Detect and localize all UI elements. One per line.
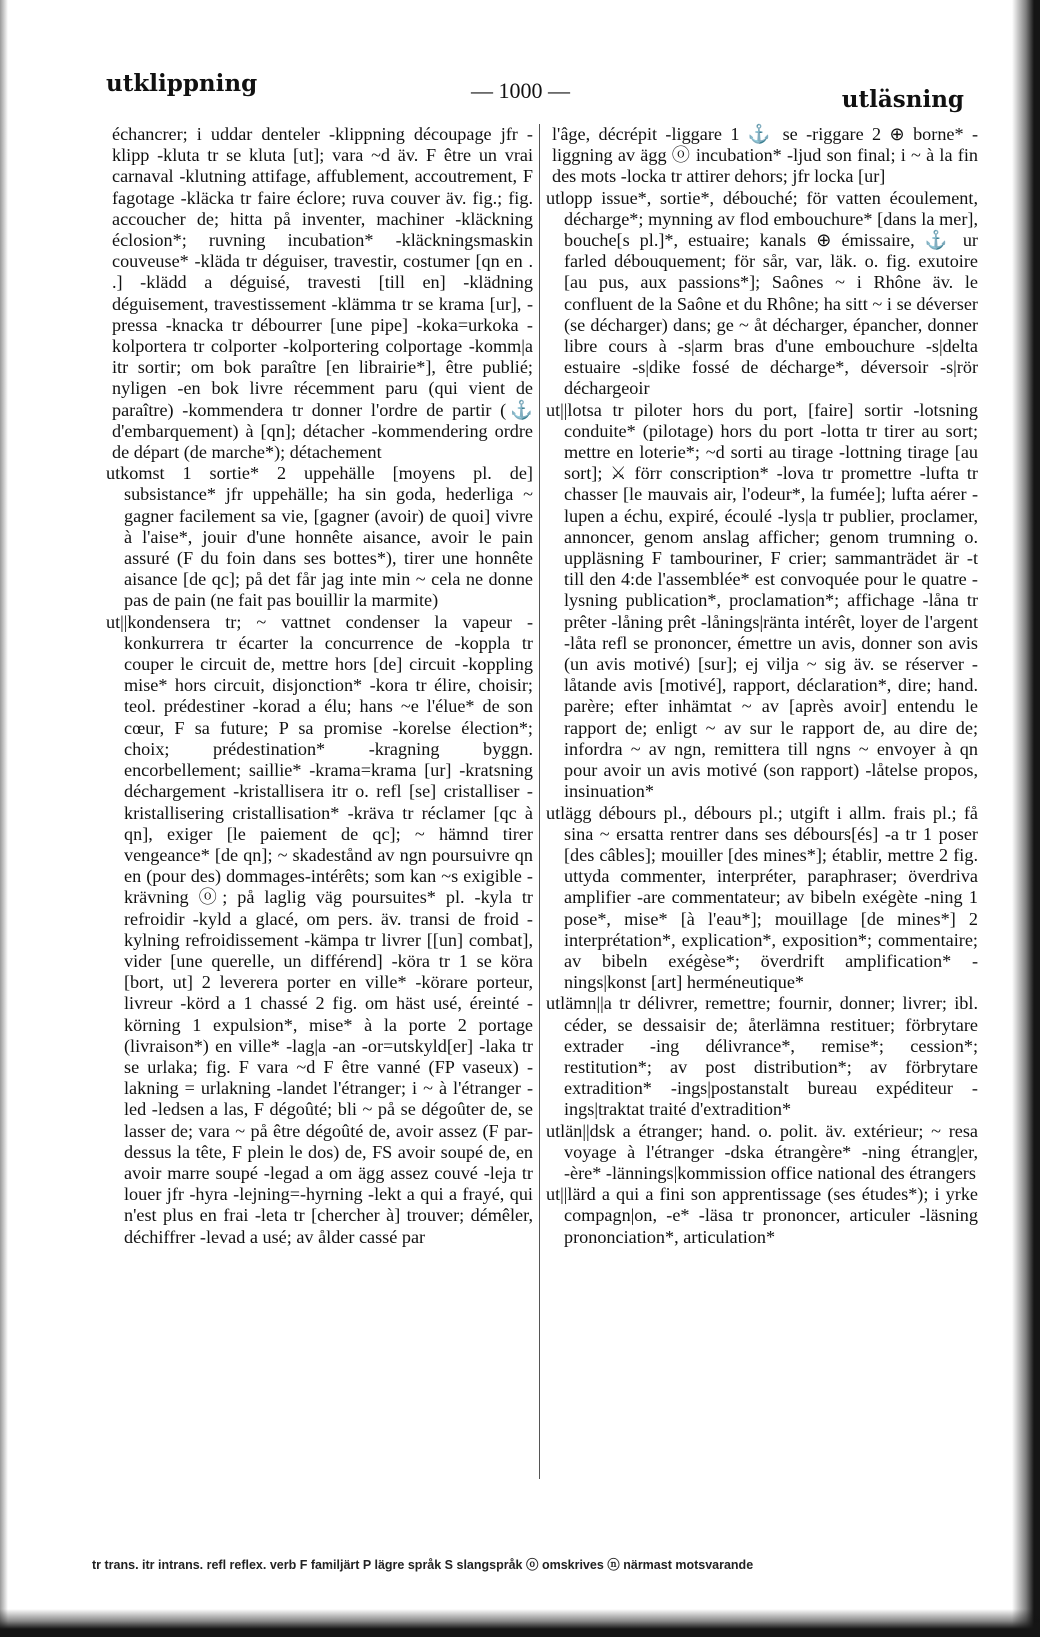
entry-paragraph: ut||lotsa tr piloter hors du port, [faire] sortir -lotsning conduite* (pilotage) hors du port -lotta tr tirer au sort; mettre en loterie*; ~d sorti au tirage -lottning tirage [au sort]; ⚔ förr conscription* -lova tr promettre -lufta tr chasser [le mauvais air, l'odeur*, la fumée]; lufta aérer -lupen a échu, expiré, écoulé -lys|a tr publier, proclamer, annoncer, genom anslag afficher; genom trumning o. uppläsning F tambouriner, F crier; sammanträdet är -t till den 4:de l'assemblée* est convoquée pour le quatre -lysning publication*, proclamation*; affichage -låna tr prêter -låning prêt -lånings|ränta intérêt, loyer de l'argent -låta refl se prononcer, émettre un avis, donner son avis (un avis motivé) [sur]; ej vilja ~ sig äv. se réserver -låtande avis [motivé], rapport, déclaration*, dire; hand. parère; efter inhämtat ~ av [après avoir] entendu le rapport de; enligt ~ av sur le rapport de, au dire de; infordra ~ av ngn, remittera till ngns ~ envoyer à qn pour avoir un avis motivé (son rapport) -låtelse propos, insinuation* bbox=[546, 399, 978, 802]
entry-paragraph: l'âge, décrépit -liggare 1 ⚓ se -riggare 2 ⊕ borne* -liggning av ägg ⓞ incubation* -ljud son final; i ~ à la fin des mots -locka tr attirer dehors; jfr locka [ur] bbox=[552, 124, 978, 187]
header-left-guideword: utklippning bbox=[106, 70, 258, 97]
entry-paragraph: utkomst 1 sortie* 2 uppehälle [moyens pl. de] subsistance* jfr uppehälle; ha sin goda, hederliga ~ gagner facilement sa vie, [gagner (avoir) de quoi] vivre à l'aise*, jouir d'une honnête aisance, avoir le pain assuré (F du foin dans ses bottes*), tirer une honnête aisance [de qc]; på det får jag inte min ~ cela ne donne pas de pain (ne fait pas bouillir la marmite) bbox=[106, 463, 533, 611]
column-divider bbox=[539, 124, 540, 1479]
page-edge-bottom bbox=[0, 1609, 1040, 1637]
page-edge-left bbox=[0, 0, 8, 1637]
entry-paragraph: utlämn||a tr délivrer, remettre; fournir, donner; livrer; ibl. céder, se dessaisir de; återlämna restituer; förbrytare extrader -ing délivrance*, remise*; cession*; restitution*; av post distribution*; av förbrytare extradition* -ings|postanstalt bureau expéditeur -ings|traktat traité d'extradition* bbox=[546, 993, 978, 1120]
page-edge-right bbox=[1012, 0, 1040, 1637]
entry-paragraph: échancrer; i uddar denteler -klippning découpage jfr -klipp -kluta tr se kluta [ut]; vara ~d äv. F être un vrai carnaval -klutning attifage, affublement, accoutrement, F fagotage -kläcka tr faire éclore; ruva couver äv. fig.; fig. accoucher de; hitta på inventer, machiner -kläckning éclosion*; ruvning incubation* -kläckningsmaskin couveuse* -kläda tr déguiser, travestir, costumer [qn en . .] -klädd a déguisé, travesti [till en] -klädning déguisement, travestissement -klämma tr se krama [ur], -pressa -knacka tr débourrer [une pipe] -koka=urkoka -kolportera tr colporter -kolportering colportage -komm|a itr sortir; om bok paraître [en librairie*], être publié; nyligen -en bok livre récemment paru (qui vient de paraître) -kommendera tr donner l'ordre de partir (⚓ d'embarquement) à [qn]; détacher -kommendering ordre de départ (de marche*); détachement bbox=[112, 124, 533, 463]
right-column bbox=[546, 124, 978, 1447]
entry-paragraph: utlän||dsk a étranger; hand. o. polit. äv. extérieur; ~ resa voyage à l'étranger -dska étrangère* -ning étrang|er, -ère* -lännings|kommission office national des étrangers bbox=[546, 1120, 978, 1183]
abbreviation-footer: tr trans. itr intrans. refl reflex. verb F familjärt P lägre språk S slangspråk ⓞ omskrives ⓝ närmast motsvarande bbox=[92, 1558, 754, 1572]
left-column bbox=[106, 124, 533, 1447]
entry-paragraph: utlägg débours pl., débours pl.; utgift i allm. frais pl.; få sina ~ ersatta rentrer dans ses débours[és] -a tr 1 poser [des câbles]; mouiller [des mines*]; établir, mettre 2 fig. uttyda commenter, interpréter, paraphraser; överdriva amplifier -are commentateur; av bibeln exégète -ning 1 pose*, mise* [à l'eau*]; mouillage [de mines*] 2 interprétation*, explication*, exposition*; commentaire; av bibeln exégèse*; överdrift amplification* -nings|konst [art] herméneutique* bbox=[546, 802, 978, 993]
header-right-guideword: utläsning bbox=[841, 86, 964, 113]
entry-paragraph: ut||lärd a qui a fini son apprentissage (ses études*); i yrke compagn|on, -e* -läsa tr prononcer, articuler -läsning prononciation*, articulation* bbox=[546, 1184, 978, 1247]
page-number: — 1000 — bbox=[471, 78, 570, 103]
entry-paragraph: ut||kondensera tr; ~ vattnet condenser la vapeur -konkurrera tr écarter la concurrence de -koppla tr couper le circuit de, mettre hors [de] circuit -koppling mise* hors circuit, disjonction* -kora tr élire, choisir; teol. prédestiner -korad a élu; hans ~e l'élue* de son cœur, F sa future; P sa promise -korelse élection*; choix; prédestination* -kragning byggn. encorbellement; saillie* -krama=krama [ur] -kratsning déchargement -kristallisera itr o. refl [se] cristalliser -kristallisering cristallisation* -kräva tr réclamer [qc à qn], exiger [le paiement de qc]; ~ hämnd tirer vengeance* [de qn]; ~ skadestånd av ngn poursuivre qn en (pour des) dommages-intérêts; som kan ~s exigible -krävning ⓞ; på laglig väg poursuites* pl. -kyla tr refroidir -kyld a glacé, om pers. äv. transi de froid -kylning refroidissement -kämpa tr livrer [[un] combat], vider [une querelle, un différend] -köra tr 1 se köra [bort, ut] 2 leverera porter en ville* -körare porteur, livreur -körd a 1 chassé 2 fig. om häst usé, éreinté -körning 1 expulsion*, mise* à la porte 2 portage (livraison*) en ville* -lag|a -an -or=utskyld[er] -laka tr se urlaka; fig. F vara ~d F être vanné (FP vaseux) -lakning = urlakning -landet l'étranger; i ~ à l'étranger -led -ledsen a las, F dégoûté; bli ~ på se dégoûter de, se lasser de; vara ~ på être dégoûté de, avoir assez (F par-dessus la tête, F plein le dos) de, FS avoir soupé de, en avoir marre soupé -legad a om ägg assez couvé -leja tr louer jfr -hyra -lejning=-hyrning -lekt a qui a frayé, qui n'est plus en frai -leta tr [chercher à] trouver; démêler, déchiffrer -levad a usé; av ålder cassé par bbox=[106, 611, 533, 1247]
entry-paragraph: utlopp issue*, sortie*, débouché; för vatten écoulement, décharge*; mynning av flod embouchure* [dans la mer], bouche[s pl.]*, estuaire; kanals ⊕ émissaire, ⚓ ur farled débouquement; för sår, var, läk. o. fig. exutoire [au pus, aux passions*]; Saônes ~ i Rhône äv. le confluent de la Saône et du Rhône; ha sitt ~ i se déverser (se décharger) dans; ge ~ åt décharger, épancher, donner libre cours à -s|arm bras d'une embouchure -s|delta estuaire -s|dike fossé de décharge*, déversoir -s|rör déchargeoir bbox=[546, 187, 978, 399]
